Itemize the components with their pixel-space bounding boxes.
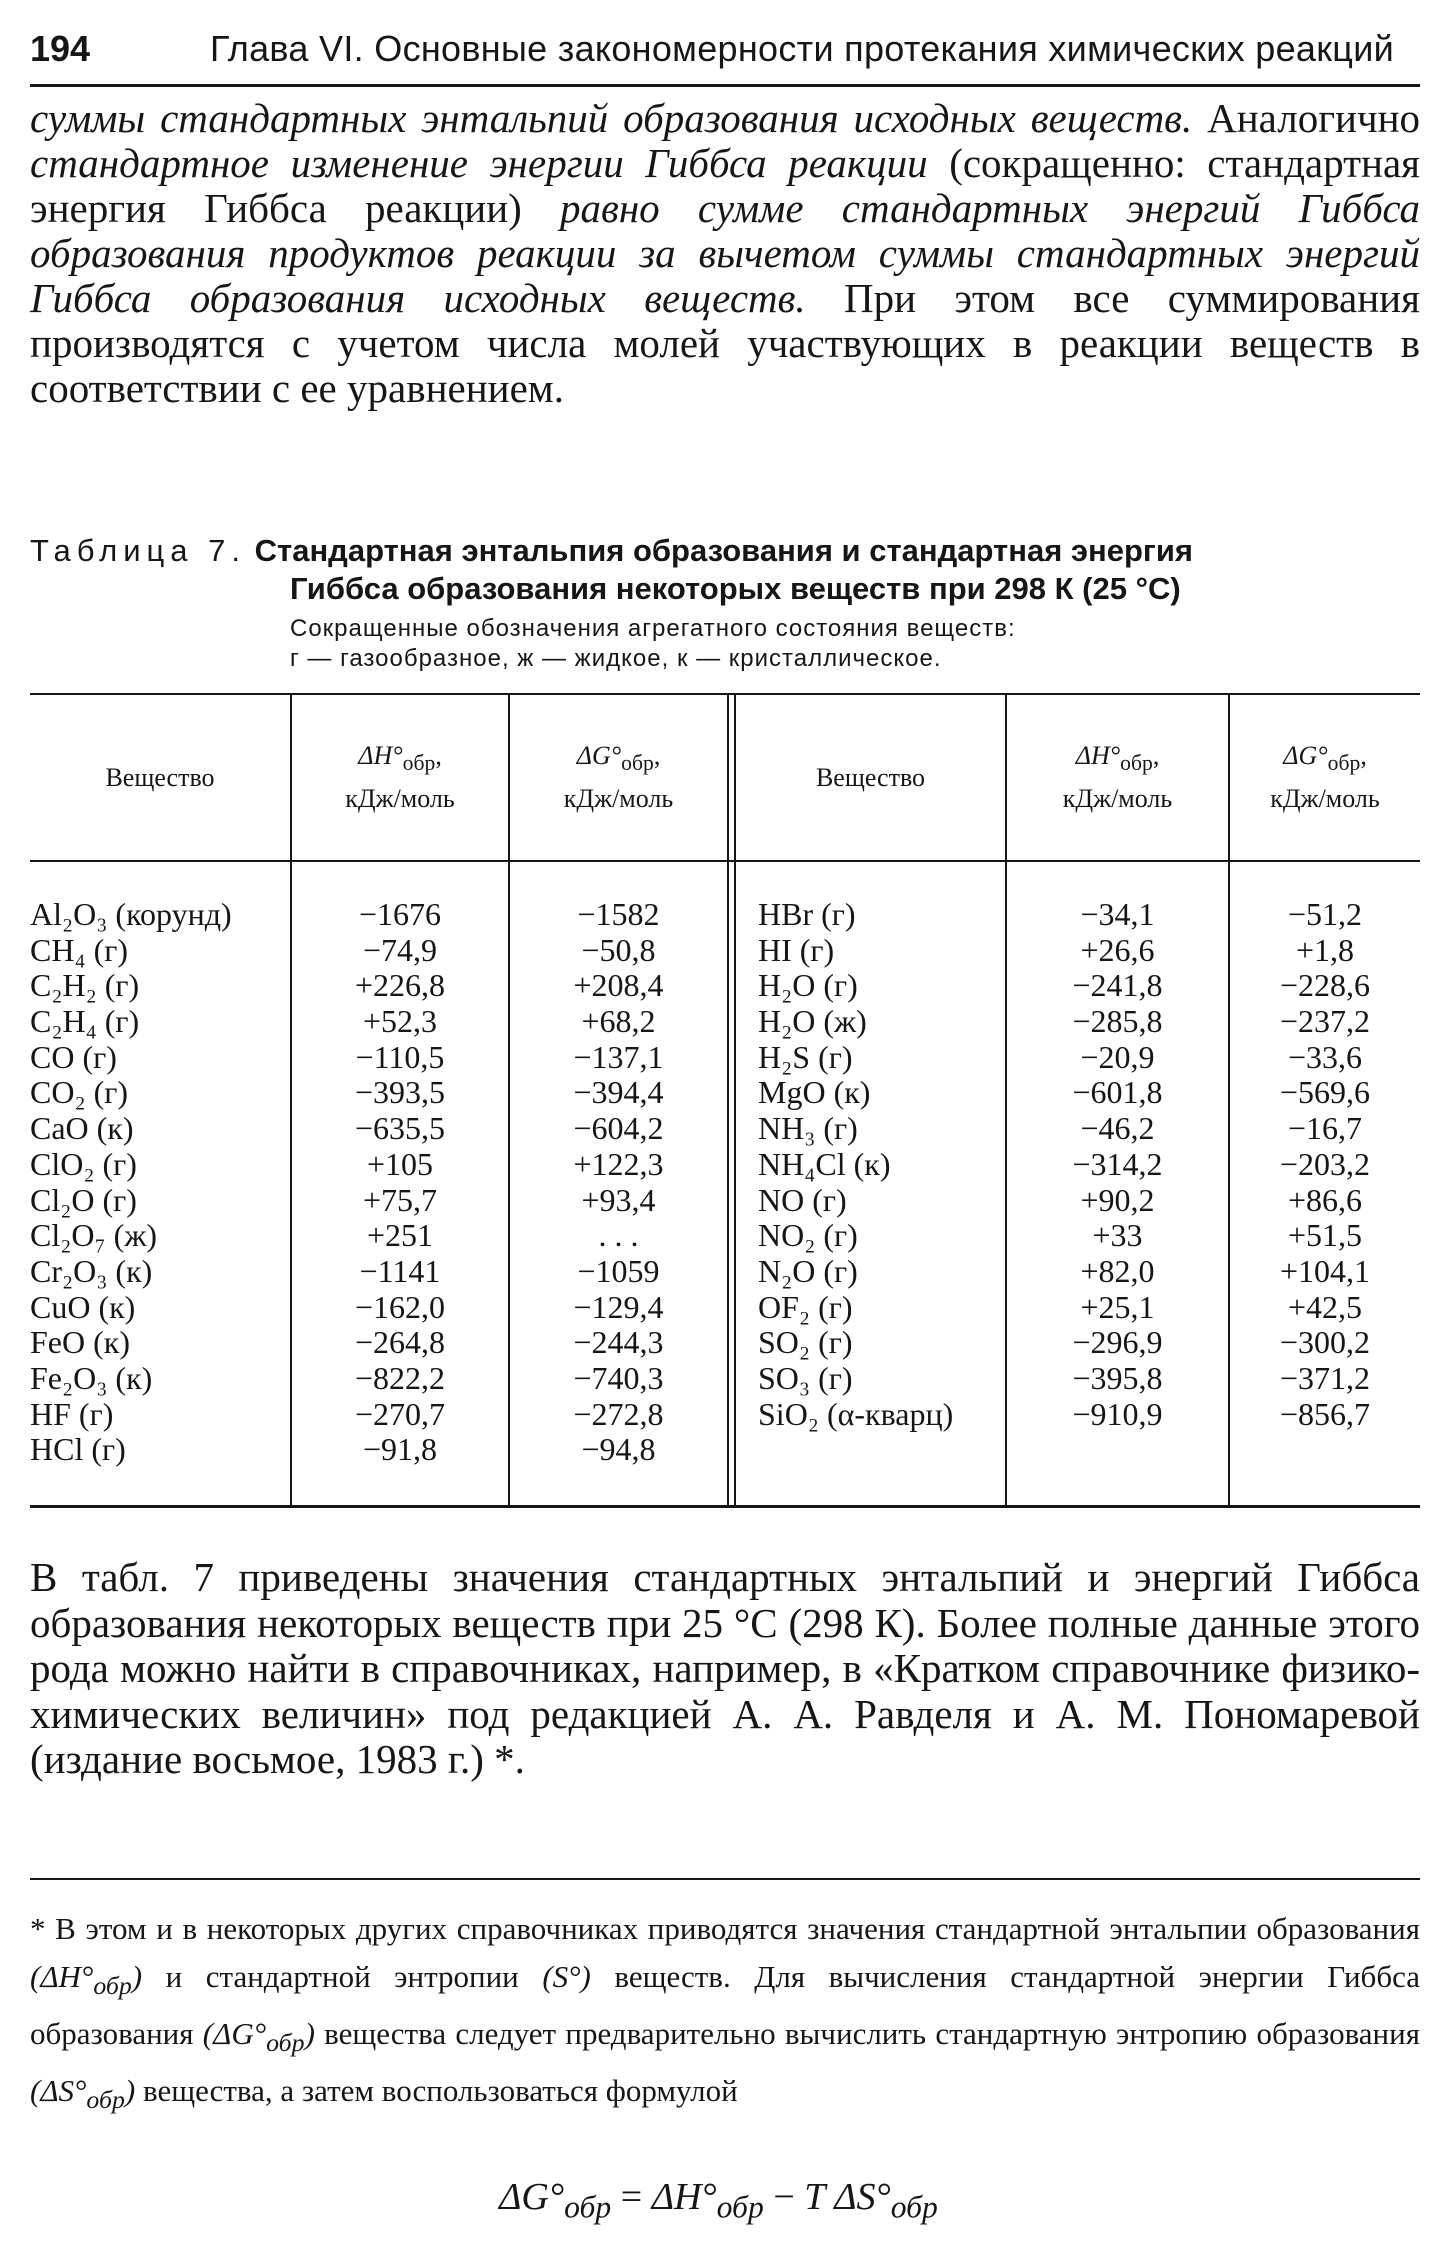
subscript-obr: обр (1327, 751, 1361, 776)
substance-cell: C₂H₄ (г) (30, 1003, 140, 1040)
right-dg-column (1230, 897, 1420, 1432)
unit-label: кДж/моль (1270, 784, 1380, 814)
header-substance-left: Вещество (105, 763, 215, 792)
formula-dg: ΔG° (499, 2176, 565, 2218)
left-dh-column (292, 897, 508, 1468)
dg-cell: +51,5 (1287, 1217, 1363, 1254)
substance-cell: CaO (к) (30, 1110, 134, 1147)
intro-seg-3: стандартное изменение энергии Гиббса реакции (30, 140, 928, 186)
dh-cell: −241,8 (1072, 967, 1163, 1004)
table-label: Таблица 7. (30, 533, 247, 568)
dg-cell: −371,2 (1279, 1359, 1371, 1396)
dg-cell: +208,4 (573, 967, 664, 1004)
table-title-line-2: Гиббса образования некоторых веществ при 298 К (25 °С) (290, 571, 1181, 606)
dg-cell: −300,2 (1279, 1324, 1371, 1361)
intro-seg-6: При этом все суммирования производятся с учетом числа молей участвующих в реакции веществ в соответствии с ее уравнением. (30, 275, 1420, 411)
running-title: Глава VI. Основные закономерности протекания химических реакций (210, 28, 1395, 69)
ds-obr-symbol (30, 2073, 136, 2115)
dh-cell: −1141 (359, 1252, 441, 1289)
dg-cell: −604,2 (573, 1110, 664, 1147)
dg-cell: +104,1 (1279, 1252, 1371, 1289)
subscript-obr: обр (266, 2028, 305, 2058)
dh-cell: −162,0 (354, 1288, 446, 1325)
formula-tds: T ΔS° (804, 2176, 891, 2218)
substance-cell: Cl₂O₇ (ж) (30, 1217, 158, 1254)
dh-cell: −393,5 (354, 1074, 446, 1111)
dh-cell: −910,9 (1072, 1395, 1163, 1432)
dh-cell: +75,7 (362, 1181, 438, 1218)
body-paragraph-2: В табл. 7 приведены значения стандартных энтальпий и энергий Гиббса образования некоторых веществ при 25 °С (298 К). Более полные данные этого рода можно найти в справочниках, например, в «Кратком справочнике физико-химических величин» под редакцией А. А. Равделя и А. М. Пономаревой (издание восьмое, 1983 г.) *. (30, 1554, 1420, 1782)
substance-cell: NO₂ (г) (758, 1217, 858, 1254)
footnote-text: * В этом и в некоторых других справочниках приводятся значения стандартной энтальпии образования (30, 1911, 1420, 1946)
symbol: (ΔH° (30, 1959, 94, 1994)
dh-cell: +52,3 (362, 1003, 438, 1040)
dg-cell: −16,7 (1287, 1110, 1363, 1147)
subscript-obr: обр (564, 2189, 612, 2225)
substance-cell: Fe₂O₃ (к) (30, 1359, 153, 1396)
dh-cell: −1676 (358, 896, 442, 932)
dg-cell: −244,3 (573, 1324, 664, 1361)
intro-seg-5: равно сумме стандартных энергий Гиббса образования продуктов реакции за вычетом суммы стандартных энергий Гиббса образования исходных веществ. (30, 185, 1420, 321)
formula-dh: ΔH° (651, 2176, 717, 2218)
substance-cell: Al₂O₃ (корунд) (30, 896, 232, 932)
dh-symbol: ΔH° (1075, 741, 1121, 770)
dg-cell: −1582 (577, 896, 660, 932)
dh-cell: +226,8 (354, 967, 446, 1004)
left-dg-column (510, 897, 727, 1468)
substance-cell: CuO (к) (30, 1288, 136, 1325)
subscript-obr: обр (402, 751, 436, 776)
dg-cell: −33,6 (1287, 1038, 1363, 1075)
substance-cell: CH₄ (г) (30, 931, 129, 968)
dg-cell: . . . (598, 1217, 639, 1254)
dg-symbol: ΔG° (576, 741, 622, 770)
substance-cell: CO (г) (30, 1038, 117, 1075)
subscript-obr: обр (93, 1971, 132, 2001)
table-note-line-2: г — газообразное, ж — жидкое, к — кристаллическое. (290, 645, 942, 672)
footnote (30, 1905, 1420, 2125)
dh-cell: −74,9 (362, 931, 438, 968)
dh-cell: −395,8 (1072, 1359, 1163, 1396)
dg-cell: −237,2 (1279, 1003, 1371, 1040)
header-dg-left: $\Delta G^\circ_{обр}$, кДж/моль (510, 738, 727, 817)
dh-cell: −20,9 (1080, 1038, 1155, 1075)
dh-cell: −601,8 (1072, 1074, 1163, 1111)
dh-cell: −296,9 (1072, 1324, 1163, 1361)
table-title-line-1: Стандартная энтальпия образования и стандартная энергия (254, 533, 1193, 568)
subscript-obr: обр (621, 751, 654, 776)
intro-seg-1: суммы стандартных энтальпий образования исходных веществ. (30, 95, 1193, 141)
dg-cell: −50,8 (581, 931, 656, 968)
substance-cell: MgO (к) (758, 1074, 871, 1111)
col-divider (734, 695, 736, 1505)
dg-cell: −51,2 (1287, 896, 1363, 932)
dg-cell: +1,8 (1295, 931, 1355, 968)
intro-seg-2: Аналогично (1192, 95, 1421, 141)
formula-equals: = (611, 2176, 652, 2218)
subscript-obr: обр (86, 2085, 125, 2115)
table-note-line-1: Сокращенные обозначения агрегатного состояния веществ: (290, 615, 1016, 642)
footnote-text: вещества, а затем воспользоваться формулой (135, 2073, 738, 2109)
symbol: (ΔG° (202, 2016, 267, 2052)
substance-cell: FeO (к) (30, 1324, 130, 1361)
page-number: 194 (30, 28, 91, 69)
header-dh-right: $\Delta H^\circ_{обр}$, кДж/моль (1007, 738, 1228, 817)
dg-cell: −272,8 (573, 1395, 664, 1432)
dh-cell: −110,5 (355, 1038, 445, 1075)
substance-cell: OF₂ (г) (758, 1288, 853, 1325)
header-dh-left: $\Delta H^\circ_{обр}$, кДж/моль (292, 738, 508, 817)
unit-label: кДж/моль (345, 784, 455, 814)
paren: ) (131, 1959, 143, 1994)
dg-symbol: ΔG° (1283, 741, 1328, 770)
dh-obr-symbol (30, 1959, 143, 2001)
substance-cell: HCl (г) (30, 1431, 126, 1468)
dg-cell: −94,8 (581, 1431, 656, 1468)
dh-cell: +105 (366, 1145, 434, 1182)
dg-cell: −228,6 (1279, 967, 1371, 1004)
header-substance-right: Вещество (815, 763, 926, 792)
substance-cell: C₂H₂ (г) (30, 967, 140, 1004)
dh-cell: −635,5 (354, 1110, 446, 1147)
dg-cell: +122,3 (573, 1145, 664, 1182)
dh-cell: +25,1 (1080, 1288, 1155, 1325)
left-substance-column (30, 897, 288, 1468)
unit-label: кДж/моль (563, 784, 674, 814)
right-substance-column (758, 897, 1003, 1432)
dh-cell: −264,8 (354, 1324, 446, 1361)
dh-cell: +26,6 (1080, 931, 1155, 968)
right-dh-column (1007, 897, 1228, 1432)
dh-cell: +90,2 (1080, 1181, 1155, 1218)
header-dg-right: $\Delta G^\circ_{обр}$, кДж/моль (1230, 738, 1420, 817)
dh-cell: −285,8 (1072, 1003, 1163, 1040)
dg-cell: −394,4 (573, 1074, 664, 1111)
substance-cell: H₂S (г) (758, 1038, 853, 1075)
substance-cell: SO₃ (г) (758, 1359, 853, 1396)
dg-cell: −129,4 (573, 1288, 664, 1325)
substance-cell: HF (г) (30, 1395, 114, 1432)
dg-cell: +68,2 (581, 1003, 656, 1040)
dh-cell: +33 (1092, 1217, 1143, 1254)
dh-cell: −91,8 (362, 1431, 438, 1468)
substance-cell: NH₄Cl (к) (758, 1145, 891, 1182)
intro-seg-4: (сокращенно: стандартная энергия Гиббса реакции) (30, 140, 1420, 231)
footnote-text: и стандартной энтропии (142, 1959, 543, 1994)
substance-cell: N₂O (г) (758, 1252, 858, 1289)
subscript-obr: обр (1120, 751, 1153, 776)
unit-label: кДж/моль (1062, 784, 1173, 814)
dg-cell: +86,6 (1287, 1181, 1363, 1218)
dg-cell: −1059 (577, 1252, 660, 1289)
s-symbol: (S°) (542, 1959, 591, 1994)
formula-minus: − (763, 2176, 805, 2218)
dg-cell: +42,5 (1287, 1288, 1363, 1325)
footnote-text: веществ. Для вычисления стандартной энергии Гиббса образования (30, 1959, 1420, 2052)
substance-cell: HI (г) (758, 931, 835, 968)
substance-cell: SiO₂ (α-кварц) (758, 1395, 954, 1432)
substance-cell: Cl₂O (г) (30, 1181, 137, 1218)
gibbs-formula (0, 2175, 1437, 2226)
table-bottom-rule (30, 1505, 1420, 1508)
substance-cell: H₂O (ж) (758, 1003, 867, 1040)
subscript-obr: обр (890, 2189, 938, 2225)
dh-cell: −270,7 (354, 1395, 446, 1432)
dg-cell: −740,3 (573, 1359, 664, 1396)
dg-cell: −856,7 (1279, 1395, 1371, 1432)
substance-cell: H₂O (г) (758, 967, 858, 1004)
dh-cell: −822,2 (354, 1359, 446, 1396)
substance-cell: SO₂ (г) (758, 1324, 853, 1361)
dh-cell: +251 (366, 1217, 434, 1254)
dg-cell: −137,1 (573, 1038, 664, 1075)
paren: ) (124, 2073, 136, 2109)
col-divider (727, 695, 729, 1505)
substance-cell: ClO₂ (г) (30, 1145, 137, 1182)
dg-cell: −203,2 (1279, 1145, 1371, 1182)
dh-cell: −46,2 (1080, 1110, 1155, 1147)
substance-cell: NO (г) (758, 1181, 847, 1218)
dh-symbol: ΔH° (358, 741, 403, 770)
dg-cell: −569,6 (1279, 1074, 1371, 1111)
footnote-rule (30, 1878, 1420, 1880)
dh-cell: +82,0 (1080, 1252, 1155, 1289)
dh-cell: −314,2 (1072, 1145, 1163, 1182)
paren: ) (304, 2016, 315, 2052)
footnote-text: вещества следует предварительно вычислить стандартную энтропию образования (314, 2016, 1420, 2052)
table-top-rule (30, 693, 1420, 695)
table-header-rule (30, 860, 1420, 862)
substance-cell: NH₃ (г) (758, 1110, 858, 1147)
substance-cell: CO₂ (г) (30, 1074, 129, 1111)
substance-cell: HBr (г) (758, 896, 856, 932)
dh-cell: −34,1 (1080, 896, 1155, 932)
dg-obr-symbol (202, 2016, 315, 2058)
dg-cell: +93,4 (581, 1181, 656, 1218)
symbol: (ΔS° (30, 2073, 87, 2109)
subscript-obr: обр (716, 2189, 764, 2225)
substance-cell: Cr₂O₃ (к) (30, 1252, 153, 1289)
